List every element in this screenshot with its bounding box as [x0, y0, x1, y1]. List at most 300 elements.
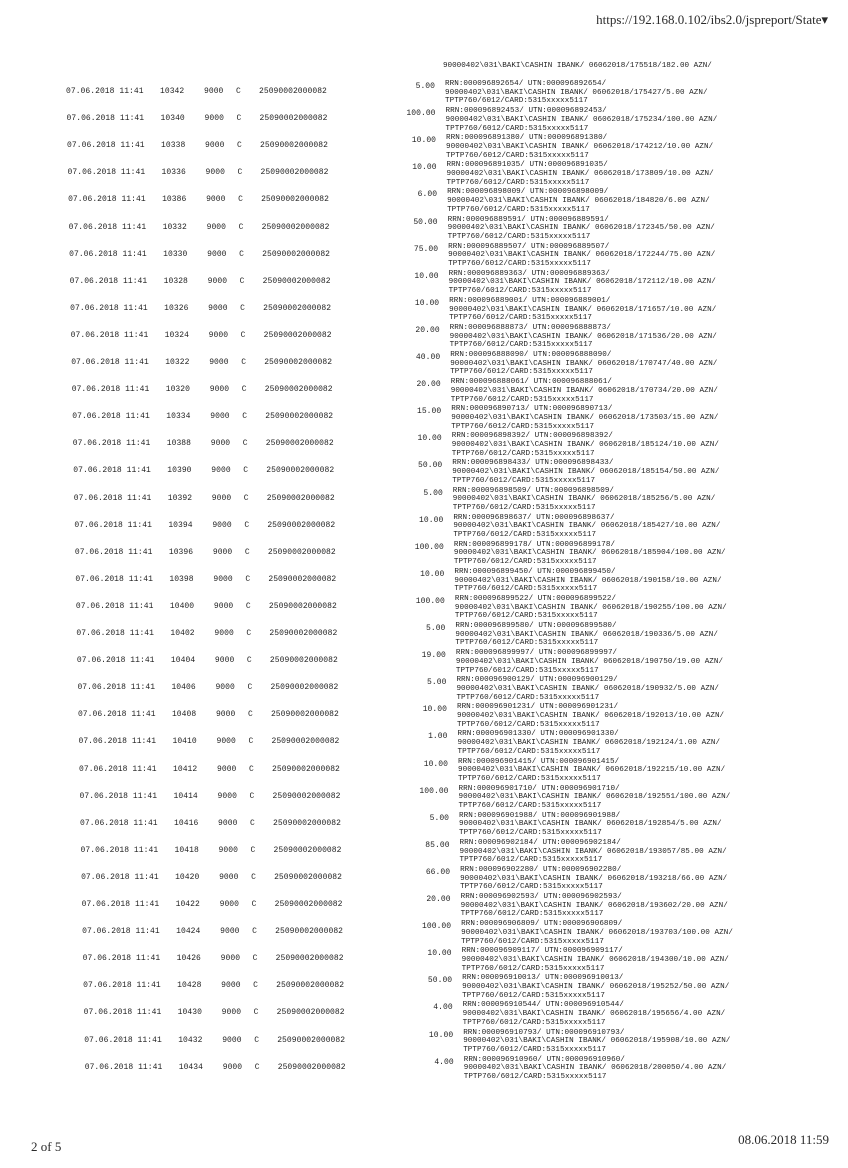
row-credit-debit: C [244, 547, 250, 557]
row-amount: 10.00 [420, 569, 445, 579]
row-card: TPTP760/6012/CARD:5315xxxxx5117 [456, 693, 600, 702]
row-card: TPTP760/6012/CARD:5315xxxxx5117 [447, 205, 590, 214]
row-card: TPTP760/6012/CARD:5315xxxxx5117 [449, 341, 593, 350]
row-credit-debit: C [254, 1035, 260, 1045]
row-code: 9000 [217, 791, 237, 801]
row-credit-debit: C [247, 710, 253, 720]
row-terminal: 90000402\031\BAKI\CASHIN IBANK/ 06062018/185154/50.00 AZN/ [452, 468, 720, 477]
row-reference: 10386 [162, 195, 187, 205]
row-reference: 10412 [173, 764, 198, 774]
row-rrn: RRN:000096892453/ UTN:000096892453/ [445, 107, 607, 116]
row-date: 07.06.2018 11:41 [68, 195, 146, 205]
row-amount: 20.00 [415, 325, 440, 335]
row-rrn: RRN:000096910960/ UTN:000096910960/ [463, 1055, 625, 1064]
row-reference: 10324 [164, 330, 189, 340]
row-card: TPTP760/6012/CARD:5315xxxxx5117 [458, 774, 601, 783]
row-account: 25090002000082 [275, 927, 344, 937]
row-rrn: RRN:000096899997/ UTN:000096899997/ [455, 649, 618, 658]
table-row [9, 532, 848, 567]
row-date: 07.06.2018 11:41 [71, 358, 149, 367]
table-row [14, 776, 848, 810]
row-amount: 85.00 [425, 840, 450, 850]
row-reference: 10392 [167, 493, 193, 503]
row-account: 25090002000082 [276, 1008, 345, 1018]
row-reference: 10430 [177, 1008, 202, 1018]
table-row [11, 667, 848, 702]
row-code: 9000 [205, 168, 225, 178]
row-card: TPTP760/6012/CARD:5315xxxxx5117 [463, 1073, 607, 1081]
row-terminal: 90000402\031\BAKI\CASHIN IBANK/ 06062018/190932/5.00 AZN/ [456, 684, 720, 693]
table-row [11, 640, 848, 675]
row-credit-debit: C [252, 927, 257, 937]
row-card: TPTP760/6012/CARD:5315xxxxx5117 [456, 720, 600, 729]
table-row [16, 884, 848, 919]
table-row [12, 721, 848, 756]
row-date: 07.06.2018 11:41 [74, 520, 152, 530]
row-terminal: 90000402\031\BAKI\CASHIN IBANK/ 06062018/192013/10.00 AZN/ [456, 712, 725, 720]
row-code: 9000 [214, 629, 234, 638]
row-amount: 10.00 [411, 136, 437, 146]
row-terminal: 90000402\031\BAKI\CASHIN IBANK/ 06062018/185124/10.00 AZN/ [451, 441, 719, 449]
row-amount: 5.00 [415, 82, 435, 91]
row-account: 25090002000082 [263, 303, 332, 313]
row-amount: 20.00 [426, 895, 451, 904]
row-card: TPTP760/6012/CARD:5315xxxxx5117 [449, 314, 592, 323]
table-row [0, 71, 848, 106]
row-terminal: 90000402\031\BAKI\CASHIN IBANK/ 06062018/185427/10.00 AZN/ [453, 522, 721, 531]
row-amount: 4.00 [433, 1003, 453, 1013]
row-amount: 100.00 [415, 596, 445, 606]
row-credit-debit: C [252, 954, 258, 964]
row-reference: 10394 [168, 520, 193, 530]
row-code: 9000 [213, 601, 234, 611]
row-date: 07.06.2018 11:41 [80, 818, 158, 828]
table-row [4, 288, 848, 323]
row-terminal: 90000402\031\BAKI\CASHIN IBANK/ 06062018/192854/5.00 AZN/ [459, 820, 722, 829]
row-rrn: RRN:000096898392/ UTN:000096898392/ [451, 432, 614, 441]
table-row [1, 98, 848, 133]
row-terminal: 90000402\031\BAKI\CASHIN IBANK/ 06062018/193057/85.00 AZN/ [459, 847, 727, 856]
row-card: TPTP760/6012/CARD:5315xxxxx5117 [461, 964, 605, 973]
row-reference: 10328 [163, 276, 188, 286]
row-code: 9000 [207, 276, 228, 286]
row-reference: 10388 [166, 439, 192, 449]
row-terminal: 90000402\031\BAKI\CASHIN IBANK/ 06062018/174212/10.00 AZN/ [446, 142, 714, 151]
row-date: 07.06.2018 11:41 [84, 1035, 162, 1045]
table-row [8, 505, 848, 539]
table-row [18, 992, 848, 1027]
row-amount: 10.00 [422, 705, 447, 715]
row-date: 07.06.2018 11:41 [75, 601, 154, 611]
table-row [6, 396, 848, 431]
row-terminal: 90000402\031\BAKI\CASHIN IBANK/ 06062018/171657/10.00 AZN/ [449, 305, 717, 314]
row-card: TPTP760/6012/CARD:5315xxxxx5117 [455, 639, 599, 648]
row-rrn: RRN:000096889591/ UTN:000096889591/ [447, 215, 609, 224]
row-card: TPTP760/6012/CARD:5315xxxxx5117 [463, 1045, 607, 1054]
row-account: 25090002000082 [262, 276, 331, 286]
row-card: TPTP760/6012/CARD:5315xxxxx5117 [446, 178, 590, 187]
row-code: 9000 [206, 195, 226, 205]
row-account: 25090002000082 [270, 710, 339, 720]
row-rrn: RRN:000096901330/ UTN:000096901330/ [457, 730, 619, 739]
row-card: TPTP760/6012/CARD:5315xxxxx5117 [461, 937, 604, 946]
row-credit-debit: C [254, 1062, 260, 1072]
row-date: 07.06.2018 11:41 [70, 330, 149, 340]
row-credit-debit: C [243, 493, 249, 503]
row-credit-debit: C [243, 466, 249, 476]
row-rrn: RRN:000096888061/ UTN:000096888061/ [450, 378, 612, 387]
row-date: 07.06.2018 11:41 [76, 656, 155, 666]
table-row [19, 1047, 848, 1081]
row-amount: 40.00 [415, 353, 441, 362]
row-code: 9000 [222, 1062, 243, 1072]
row-amount: 10.00 [414, 271, 439, 281]
row-code: 9000 [218, 845, 238, 855]
row-card: TPTP760/6012/CARD:5315xxxxx5117 [455, 666, 599, 675]
row-code: 9000 [219, 872, 239, 882]
row-credit-debit: C [246, 629, 252, 638]
row-amount: 100.00 [422, 922, 452, 932]
row-reference: 10342 [160, 87, 185, 96]
row-account: 25090002000082 [265, 439, 334, 449]
row-date: 07.06.2018 11:41 [66, 87, 144, 96]
row-card: TPTP760/6012/CARD:5315xxxxx5117 [450, 395, 594, 404]
row-account: 25090002000082 [272, 764, 340, 774]
row-code: 9000 [219, 900, 240, 909]
row-code: 9000 [212, 520, 232, 530]
row-rrn: RRN:000096898509/ UTN:000096898509/ [452, 486, 615, 495]
row-date: 07.06.2018 11:41 [77, 710, 156, 720]
row-date: 07.06.2018 11:41 [79, 791, 158, 801]
row-account: 25090002000082 [276, 981, 345, 991]
row-card: TPTP760/6012/CARD:5315xxxxx5117 [453, 531, 597, 539]
row-credit-debit: C [238, 195, 243, 205]
row-terminal: 90000402\031\BAKI\CASHIN IBANK/ 06062018/190336/5.00 AZN/ [455, 630, 719, 639]
row-reference: 10416 [174, 818, 199, 828]
row-card: TPTP760/6012/CARD:5315xxxxx5117 [459, 829, 602, 838]
row-amount: 19.00 [421, 651, 446, 661]
row-reference: 10404 [170, 656, 196, 666]
row-rrn: RRN:000096910793/ UTN:000096910793/ [463, 1028, 625, 1037]
row-card: TPTP760/6012/CARD:5315xxxxx5117 [450, 368, 594, 377]
row-rrn: RRN:000096902184/ UTN:000096902184/ [459, 838, 621, 847]
row-rrn: RRN:000096902280/ UTN:000096902280/ [460, 865, 622, 874]
row-rrn: RRN:000096902593/ UTN:000096902593/ [460, 893, 622, 901]
row-card: TPTP760/6012/CARD:5315xxxxx5117 [454, 585, 598, 594]
row-amount: 5.00 [425, 624, 446, 633]
row-account: 25090002000082 [265, 412, 334, 422]
row-rrn: RRN:000096899522/ UTN:000096899522/ [454, 594, 617, 603]
row-code: 9000 [217, 764, 237, 774]
row-rrn: RRN:000096899450/ UTN:000096899450/ [454, 567, 616, 576]
row-date: 07.06.2018 11:41 [73, 466, 151, 476]
row-reference: 10390 [167, 466, 192, 476]
row-card: TPTP760/6012/CARD:5315xxxxx5117 [457, 747, 601, 756]
row-credit-debit: C [239, 276, 245, 286]
row-card: TPTP760/6012/CARD:5315xxxxx5117 [460, 910, 604, 919]
row-terminal: 90000402\031\BAKI\CASHIN IBANK/ 06062018/185904/100.00 AZN/ [453, 549, 726, 558]
row-terminal: 90000402\031\BAKI\CASHIN IBANK/ 06062018/173503/15.00 AZN/ [451, 413, 719, 422]
print-timestamp: 08.06.2018 11:59 [738, 1132, 829, 1147]
table-row [18, 1020, 848, 1054]
row-reference: 10400 [169, 601, 195, 611]
row-amount: 10.00 [419, 515, 444, 525]
row-code: 9000 [215, 710, 236, 720]
row-account: 25090002000082 [271, 737, 340, 747]
row-credit-debit: C [250, 818, 255, 828]
row-credit-debit: C [240, 303, 246, 313]
row-credit-debit: C [236, 114, 242, 124]
row-amount: 75.00 [413, 244, 439, 254]
row-rrn: RRN:000096901415/ UTN:000096901415/ [458, 757, 620, 766]
row-code: 9000 [213, 574, 233, 584]
row-rrn: RRN:000096888090/ UTN:000096888090/ [450, 351, 612, 359]
row-code: 9000 [211, 493, 232, 503]
row-code: 9000 [204, 87, 224, 96]
row-terminal: 90000402\031\BAKI\CASHIN IBANK/ 06062018/172244/75.00 AZN/ [448, 251, 716, 260]
table-row [17, 938, 848, 973]
row-date: 07.06.2018 11:41 [82, 954, 161, 964]
row-terminal: 90000402\031\BAKI\CASHIN IBANK/ 06062018/193602/20.00 AZN/ [460, 901, 728, 910]
row-rrn: RRN:000096910544/ UTN:000096910544/ [462, 1001, 624, 1010]
table-row [13, 749, 848, 783]
row-amount: 5.00 [429, 813, 450, 823]
row-terminal: 90000402\031\BAKI\CASHIN IBANK/ 06062018/171536/20.00 AZN/ [449, 332, 717, 341]
row-terminal: 90000402\031\BAKI\CASHIN IBANK/ 06062018/175234/100.00 AZN/ [445, 115, 718, 124]
row-date: 07.06.2018 11:41 [83, 1008, 162, 1018]
row-account: 25090002000082 [269, 629, 338, 638]
row-date: 07.06.2018 11:41 [69, 276, 148, 286]
row-account: 25090002000082 [274, 872, 343, 882]
row-code: 9000 [218, 818, 238, 828]
row-code: 9000 [216, 737, 236, 747]
row-rrn: RRN:000096889363/ UTN:000096889363/ [448, 269, 610, 278]
row-rrn: RRN:000096891380/ UTN:000096891380/ [446, 134, 608, 143]
row-credit-debit: C [244, 520, 250, 530]
row-code: 9000 [210, 439, 231, 449]
row-date: 07.06.2018 11:41 [81, 900, 160, 909]
row-account: 25090002000082 [268, 574, 337, 584]
row-amount: 20.00 [416, 380, 441, 390]
table-row [14, 803, 848, 838]
row-amount: 66.00 [425, 867, 451, 877]
row-account: 25090002000082 [264, 385, 333, 395]
row-code: 9000 [205, 141, 225, 151]
row-amount: 10.00 [414, 298, 440, 308]
row-account: 25090002000082 [267, 520, 336, 530]
row-code: 9000 [204, 114, 224, 124]
row-amount: 10.00 [428, 1030, 454, 1040]
row-credit-debit: C [249, 791, 255, 801]
table-row [3, 207, 848, 241]
row-rrn: RRN:000096899580/ UTN:000096899580/ [455, 622, 617, 630]
row-account: 25090002000082 [269, 656, 338, 666]
row-reference: 10420 [175, 872, 200, 882]
row-account: 25090002000082 [268, 601, 337, 611]
row-amount: 10.00 [423, 759, 448, 769]
row-reference: 10432 [178, 1035, 203, 1045]
row-date: 07.06.2018 11:41 [79, 764, 157, 774]
row-card: TPTP760/6012/CARD:5315xxxxx5117 [458, 802, 602, 810]
row-reference: 10322 [165, 358, 190, 367]
row-terminal: 90000402\031\BAKI\CASHIN IBANK/ 06062018/193703/100.00 AZN/ [461, 928, 733, 937]
row-card: TPTP760/6012/CARD:5315xxxxx5117 [462, 991, 605, 1000]
row-terminal: 90000402\031\BAKI\CASHIN IBANK/ 06062018/170734/20.00 AZN/ [450, 386, 718, 395]
row-card: TPTP760/6012/CARD:5315xxxxx5117 [462, 1018, 606, 1027]
row-credit-debit: C [250, 845, 256, 855]
row-reference: 10396 [168, 547, 194, 557]
row-terminal: 90000402\031\BAKI\CASHIN IBANK/ 06062018/172112/10.00 AZN/ [448, 278, 716, 287]
row-account: 25090002000082 [277, 1035, 346, 1045]
row-card: TPTP760/6012/CARD:5315xxxxx5117 [451, 422, 595, 431]
row-date: 07.06.2018 11:41 [75, 574, 153, 584]
table-row [2, 152, 848, 187]
table-row [4, 261, 848, 296]
row-credit-debit: C [236, 87, 241, 96]
row-terminal: 90000402\031\BAKI\CASHIN IBANK/ 06062018/185256/5.00 AZN/ [452, 495, 716, 504]
row-code: 9000 [211, 466, 231, 476]
row-account: 25090002000082 [261, 195, 330, 205]
row-credit-debit: C [240, 330, 246, 340]
row-card: TPTP760/6012/CARD:5315xxxxx5117 [454, 612, 598, 621]
row-date: 07.06.2018 11:41 [82, 927, 160, 937]
row-rrn: RRN:000096898433/ UTN:000096898433/ [452, 459, 614, 468]
row-reference: 10408 [171, 710, 197, 720]
row-amount: 100.00 [414, 542, 444, 552]
table-row [15, 857, 848, 892]
row-rrn: RRN:000096909117/ UTN:000096909117/ [461, 947, 623, 956]
table-row [2, 179, 848, 214]
row-rrn: RRN:000096888873/ UTN:000096888873/ [449, 323, 611, 332]
row-terminal: 90000402\031\BAKI\CASHIN IBANK/ 06062018/190255/100.00 AZN/ [454, 603, 727, 612]
row-credit-debit: C [237, 141, 242, 151]
row-credit-debit: C [251, 872, 256, 882]
row-credit-debit: C [249, 764, 254, 774]
row-rrn: RRN:000096901231/ UTN:000096901231/ [456, 703, 619, 712]
row-card: TPTP760/6012/CARD:5315xxxxx5117 [452, 503, 596, 512]
row-terminal: 90000402\031\BAKI\CASHIN IBANK/ 06062018/195252/50.00 AZN/ [462, 983, 730, 991]
row-amount: 6.00 [417, 190, 438, 200]
row-rrn: RRN:000096889001/ UTN:000096889001/ [449, 296, 611, 305]
row-card: TPTP760/6012/CARD:5315xxxxx5117 [459, 856, 603, 865]
row-amount: 50.00 [418, 461, 443, 471]
row-terminal: 90000402\031\BAKI\CASHIN IBANK/ 06062018/195656/4.00 AZN/ [462, 1010, 726, 1019]
row-rrn: RRN:000096898009/ UTN:000096898009/ [447, 188, 609, 197]
row-credit-debit: C [251, 900, 257, 909]
table-row [3, 234, 848, 268]
row-reference: 10330 [163, 249, 188, 259]
row-terminal: 90000402\031\BAKI\CASHIN IBANK/ 06062018/190158/10.00 AZN/ [454, 576, 722, 585]
row-credit-debit: C [237, 168, 243, 178]
row-amount: 15.00 [416, 407, 442, 417]
row-account: 25090002000082 [273, 818, 341, 828]
row-rrn: RRN:000096898637/ UTN:000096898637/ [453, 513, 615, 522]
table-row [7, 423, 848, 458]
row-account: 25090002000082 [277, 1062, 346, 1072]
row-credit-debit: C [248, 737, 254, 747]
row-reference: 10428 [177, 981, 202, 991]
row-date: 07.06.2018 11:41 [69, 249, 147, 259]
row-amount: 1.00 [428, 732, 448, 742]
row-date: 07.06.2018 11:41 [67, 141, 145, 151]
row-code: 9000 [220, 927, 240, 937]
row-amount: 50.00 [413, 217, 438, 227]
row-code: 9000 [208, 303, 228, 313]
row-code: 9000 [207, 249, 227, 259]
row-date: 07.06.2018 11:41 [81, 872, 159, 882]
row-terminal: 90000402\031\BAKI\CASHIN IBANK/ 06062018/172345/50.00 AZN/ [447, 224, 715, 233]
row-reference: 10414 [173, 791, 198, 801]
row-credit-debit: C [253, 981, 259, 991]
row-terminal: 90000402\031\BAKI\CASHIN IBANK/ 06062018/200050/4.00 AZN/ [463, 1064, 727, 1073]
row-description [464, 1056, 727, 1082]
row-amount: 100.00 [406, 109, 436, 119]
row-rrn: RRN:000096906809/ UTN:000096906809/ [461, 920, 623, 929]
row-reference: 10340 [160, 114, 185, 124]
row-credit-debit: C [245, 601, 251, 611]
row-amount: 50.00 [427, 976, 453, 986]
continued-description-line: 90000402\031\BAKI\CASHIN IBANK/ 06062018/175518/182.00 AZN/ [443, 62, 712, 70]
table-row [6, 369, 848, 404]
row-account: 25090002000082 [275, 954, 344, 964]
row-code: 9000 [215, 683, 235, 693]
row-date: 07.06.2018 11:41 [71, 385, 150, 395]
row-reference: 10418 [174, 845, 199, 855]
row-account: 25090002000082 [260, 168, 329, 178]
row-code: 9000 [206, 222, 227, 232]
row-account: 25090002000082 [260, 141, 328, 151]
row-reference: 10434 [178, 1062, 203, 1072]
row-terminal: 90000402\031\BAKI\CASHIN IBANK/ 06062018/190750/19.00 AZN/ [455, 657, 724, 666]
row-account: 25090002000082 [259, 114, 328, 124]
row-card: TPTP760/6012/CARD:5315xxxxx5117 [451, 449, 595, 458]
row-card: TPTP760/6012/CARD:5315xxxxx5117 [452, 476, 596, 485]
row-date: 07.06.2018 11:41 [70, 303, 148, 313]
row-reference: 10336 [161, 168, 186, 178]
row-rrn: RRN:000096892654/ UTN:000096892654/ [445, 80, 607, 88]
row-account: 25090002000082 [266, 466, 335, 476]
row-code: 9000 [209, 385, 230, 395]
row-terminal: 90000402\031\BAKI\CASHIN IBANK/ 06062018/192124/1.00 AZN/ [457, 739, 721, 748]
row-code: 9000 [208, 330, 229, 340]
row-rrn: RRN:000096901988/ UTN:000096901988/ [459, 811, 621, 820]
row-credit-debit: C [247, 683, 253, 693]
table-row [5, 342, 848, 377]
table-row [1, 125, 848, 160]
row-reference: 10422 [175, 900, 200, 909]
row-terminal: 90000402\031\BAKI\CASHIN IBANK/ 06062018/170747/40.00 AZN/ [450, 359, 718, 368]
row-credit-debit: C [242, 439, 248, 449]
row-date: 07.06.2018 11:41 [80, 845, 159, 855]
row-account: 25090002000082 [272, 791, 341, 801]
table-row [17, 965, 848, 1000]
row-date: 07.06.2018 11:41 [67, 168, 146, 178]
row-amount: 4.00 [434, 1057, 454, 1067]
row-date: 07.06.2018 11:41 [72, 439, 151, 449]
page-number: 2 of 5 [31, 1139, 62, 1154]
row-rrn: RRN:000096901710/ UTN:000096901710/ [458, 784, 620, 793]
row-credit-debit: C [245, 574, 251, 584]
row-rrn: RRN:000096910013/ UTN:000096910013/ [462, 974, 624, 983]
row-terminal: 90000402\031\BAKI\CASHIN IBANK/ 06062018/173809/10.00 AZN/ [446, 170, 714, 178]
row-credit-debit: C [246, 656, 252, 666]
row-card: TPTP760/6012/CARD:5315xxxxx5117 [445, 124, 589, 133]
row-reference: 10426 [176, 954, 201, 964]
row-reference: 10410 [172, 737, 197, 747]
row-code: 9000 [221, 981, 241, 991]
row-card: TPTP760/6012/CARD:5315xxxxx5117 [448, 260, 591, 268]
row-terminal: 90000402\031\BAKI\CASHIN IBANK/ 06062018/192551/100.00 AZN/ [458, 793, 731, 802]
